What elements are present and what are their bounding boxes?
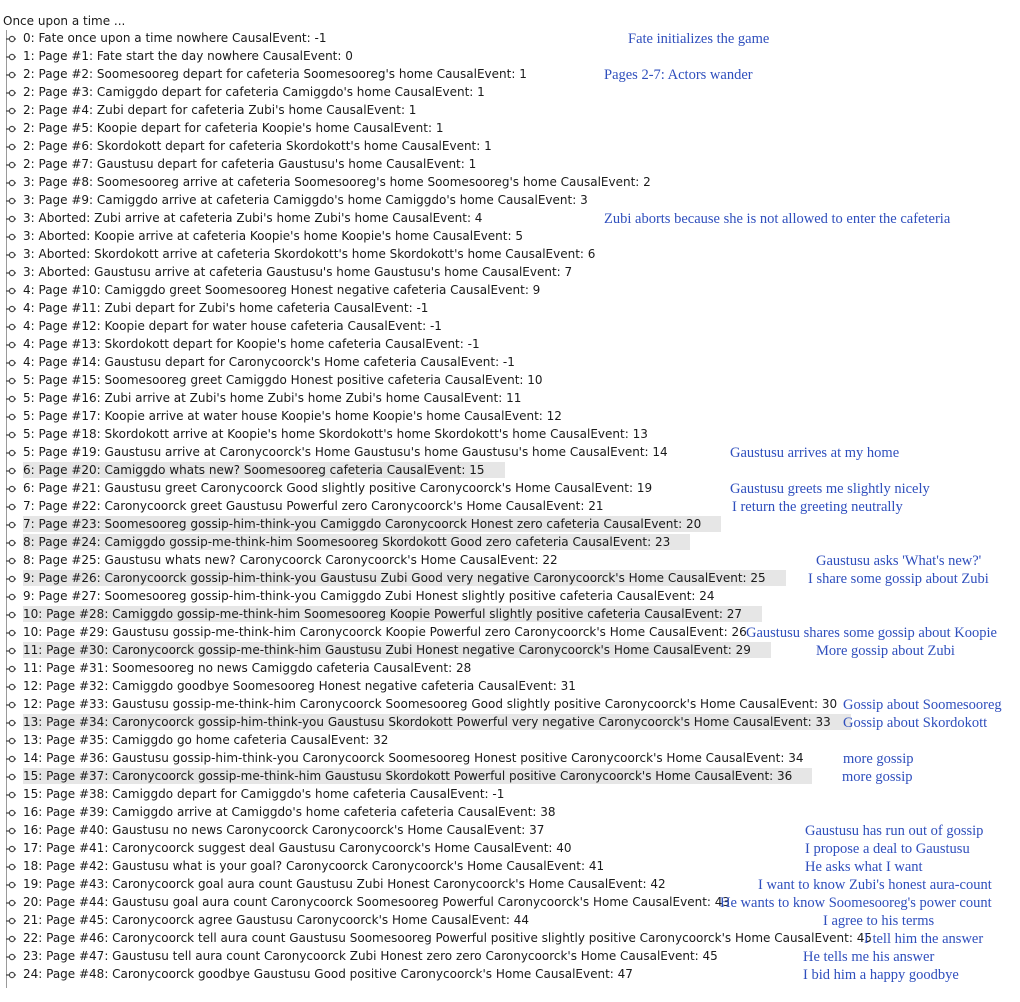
tree-row-label: 19: Page #43: Caronycoorck goal aura count Gaustusu Zubi Honest Caronycoorck's Home CausalEvent: 42 [23,877,666,891]
tree-node-handle-icon[interactable] [6,411,22,423]
tree-node-handle-icon[interactable] [6,843,22,855]
annotation-note: I bid him a happy goodbye [803,967,959,983]
tree-node-handle-icon[interactable] [6,87,22,99]
tree-row[interactable] [0,372,1020,390]
tree-row-label: 10: Page #29: Gaustusu gossip-me-think-him Caronycoorck Koopie Powerful zero Caronycoorck's Home CausalEvent: 26 [23,625,747,639]
tree-node-handle-icon[interactable] [6,159,22,171]
tree-row[interactable] [0,606,1020,624]
tree-row-label: 5: Page #15: Soomesooreg greet Camiggdo Honest positive cafeteria CausalEvent: 10 [23,373,543,387]
tree-row-label: 16: Page #39: Camiggdo arrive at Camiggdo's home cafeteria cafeteria CausalEvent: 38 [23,805,556,819]
tree-row-label: 4: Page #10: Camiggdo greet Soomesooreg Honest negative cafeteria CausalEvent: 9 [23,283,541,297]
tree-row-label: 9: Page #27: Soomesooreg gossip-him-think-you Camiggdo Zubi Honest slightly positive cafeteria CausalEvent: 24 [23,589,715,603]
tree-row-label: 6: Page #20: Camiggdo whats new? Soomesooreg cafeteria CausalEvent: 15 [23,462,505,478]
tree-row-label: 15: Page #37: Caronycoorck gossip-me-think-him Gaustusu Skordokott Powerful positive Caronycoorck's Home CausalEvent: 36 [23,768,812,784]
tree-node-handle-icon[interactable] [6,915,22,927]
tree-row-label: 2: Page #5: Koopie depart for cafeteria Koopie's home CausalEvent: 1 [23,121,444,135]
annotation-note: Gaustusu greets me slightly nicely [730,481,930,497]
tree-row-label: 13: Page #35: Camiggdo go home cafeteria CausalEvent: 32 [23,733,389,747]
tree-row[interactable] [0,786,1020,804]
tree-node-handle-icon[interactable] [6,591,22,603]
tree-node-handle-icon[interactable] [6,501,22,513]
annotation-note: Gossip about Soomesooreg [843,697,1002,713]
tree-row-label: 22: Page #46: Caronycoorck tell aura count Gaustusu Soomesooreg Powerful positive slightly positive Caronycoorck's Home CausalEvent: 45 [23,931,872,945]
tree-row-label: 3: Aborted: Gaustusu arrive at cafeteria Gaustusu's home Gaustusu's home CausalEvent: 7 [23,265,573,279]
tree-row[interactable] [0,228,1020,246]
tree-row-label: 4: Page #11: Zubi depart for Zubi's home cafeteria CausalEvent: -1 [23,301,429,315]
annotation-note: He tells me his answer [803,949,935,965]
tree-row-label: 5: Page #17: Koopie arrive at water house Koopie's home Koopie's home CausalEvent: 12 [23,409,562,423]
tree-node-handle-icon[interactable] [6,123,22,135]
tree-node-handle-icon[interactable] [6,555,22,567]
tree-node-handle-icon[interactable] [6,285,22,297]
tree-node-handle-icon[interactable] [6,663,22,675]
tree-row[interactable] [0,318,1020,336]
tree-row-label: 9: Page #26: Caronycoorck gossip-him-think-you Gaustusu Zubi Good very negative Caronycoorck's Home CausalEvent: 25 [23,570,786,586]
tree-node-handle-icon[interactable] [6,609,22,621]
tree-row[interactable] [0,282,1020,300]
tree-row[interactable] [0,660,1020,678]
tree-row[interactable] [0,102,1020,120]
tree-node-handle-icon[interactable] [6,105,22,117]
tree-row-label: 11: Page #30: Caronycoorck gossip-me-think-him Gaustusu Zubi Honest negative Caronycoorck's Home CausalEvent: 29 [23,642,771,658]
tree-node-handle-icon[interactable] [6,357,22,369]
tree-node-handle-icon[interactable] [6,699,22,711]
tree-node-handle-icon[interactable] [6,861,22,873]
tree-row-label: 21: Page #45: Caronycoorck agree Gaustusu Caronycoorck's Home CausalEvent: 44 [23,913,529,927]
tree-node-handle-icon[interactable] [6,447,22,459]
annotation-note: I share some gossip about Zubi [808,571,989,587]
tree-node-handle-icon[interactable] [6,897,22,909]
tree-row[interactable] [0,354,1020,372]
tree-row-label: 3: Aborted: Koopie arrive at cafeteria Koopie's home Koopie's home CausalEvent: 5 [23,229,523,243]
tree-node-handle-icon[interactable] [6,681,22,693]
annotation-note: He asks what I want [805,859,923,875]
annotation-note: Gaustusu arrives at my home [730,445,900,461]
tree-row-label: 8: Page #24: Camiggdo gossip-me-think-him Soomesooreg Skordokott Good zero cafeteria CausalEvent: 23 [23,534,690,550]
tree-row-label: 14: Page #36: Gaustusu gossip-him-think-you Caronycoorck Soomesooreg Honest positive Caronycoorck's Home CausalEvent: 34 [23,751,804,765]
tree-row[interactable] [0,66,1020,84]
annotation-note: Fate initializes the game [628,31,770,47]
tree-node-handle-icon[interactable] [6,231,22,243]
tree-node-handle-icon[interactable] [6,519,22,531]
tree-row-label: 12: Page #32: Camiggdo goodbye Soomesooreg Honest negative cafeteria CausalEvent: 31 [23,679,576,693]
tree-row-label: 7: Page #22: Caronycoorck greet Gaustusu Powerful zero Caronycoorck's Home CausalEvent: 21 [23,499,604,513]
tree-node-handle-icon[interactable] [6,537,22,549]
tree-row[interactable] [0,534,1020,552]
tree-node-handle-icon[interactable] [6,249,22,261]
tree-node-handle-icon[interactable] [6,753,22,765]
annotation-note: I want to know Zubi's honest aura-count [758,877,992,893]
tree-row-label: 3: Page #9: Camiggdo arrive at cafeteria Camiggdo's home Camiggdo's home CausalEvent: 3 [23,193,588,207]
tree-row[interactable] [0,138,1020,156]
annotation-note: He wants to know Soomesooreg's power count [720,895,992,911]
tree-row-label: 13: Page #34: Caronycoorck gossip-him-think-you Gaustusu Skordokott Powerful very negative Caronycoorck's Home CausalEvent: 33 [23,714,851,730]
tree-row[interactable] [0,426,1020,444]
tree-row-label: 0: Fate once upon a time nowhere CausalEvent: -1 [23,31,327,45]
tree-row-label: 15: Page #38: Camiggdo depart for Camiggdo's home cafeteria CausalEvent: -1 [23,787,505,801]
tree-row-label: 6: Page #21: Gaustusu greet Caronycoorck Good slightly positive Caronycoorck's Home CausalEvent: 19 [23,481,653,495]
annotation-note: Gaustusu has run out of gossip [805,823,984,839]
tree-row-label: 8: Page #25: Gaustusu whats new? Caronycoorck Caronycoorck's Home CausalEvent: 22 [23,553,558,567]
annotation-note: More gossip about Zubi [816,643,955,659]
annotation-note: I propose a deal to Gaustusu [805,841,970,857]
annotation-note: I tell him the answer [864,931,984,947]
tree-row-label: 7: Page #23: Soomesooreg gossip-him-think-you Camiggdo Caronycoorck Honest zero cafeteria CausalEvent: 20 [23,516,721,532]
tree-row[interactable] [0,48,1020,66]
tree-row-label: 2: Page #7: Gaustusu depart for cafeteria Gaustusu's home CausalEvent: 1 [23,157,477,171]
tree-node-handle-icon[interactable] [6,267,22,279]
tree-row[interactable] [0,462,1020,480]
tree-row[interactable] [0,156,1020,174]
tree-root-label[interactable]: Once upon a time ... [3,14,126,28]
tree-node-handle-icon[interactable] [6,339,22,351]
tree-row[interactable] [0,408,1020,426]
tree-node-handle-icon[interactable] [6,375,22,387]
tree-row-label: 5: Page #19: Gaustusu arrive at Caronycoorck's Home Gaustusu's home Gaustusu's home CausalEvent: 14 [23,445,668,459]
tree-row[interactable] [0,84,1020,102]
annotation-note: Gossip about Skordokott [843,715,988,731]
tree-row-label: 17: Page #41: Caronycoorck suggest deal Gaustusu Caronycoorck's Home CausalEvent: 40 [23,841,572,855]
tree-row[interactable] [0,516,1020,534]
tree-row-label: 2: Page #2: Soomesooreg depart for cafeteria Soomesooreg's home CausalEvent: 1 [23,67,527,81]
tree-row-label: 4: Page #14: Gaustusu depart for Caronycoorck's Home cafeteria CausalEvent: -1 [23,355,515,369]
tree-node-handle-icon[interactable] [6,627,22,639]
annotation-note: Gaustusu asks 'What's new?' [816,553,982,569]
tree-row-label: 18: Page #42: Gaustusu what is your goal? Caronycoorck Caronycoorck's Home CausalEvent: 41 [23,859,605,873]
tree-node-handle-icon[interactable] [6,33,22,45]
tree-row-label: 20: Page #44: Gaustusu goal aura count Caronycoorck Soomesooreg Powerful Caronycoorck's Home CausalEvent: 43 [23,895,731,909]
tree-node-handle-icon[interactable] [6,933,22,945]
tree-node-handle-icon[interactable] [6,321,22,333]
tree-row[interactable] [0,174,1020,192]
tree-row[interactable] [0,390,1020,408]
annotation-note: more gossip [842,769,913,785]
tree-row[interactable] [0,336,1020,354]
tree-row-label: 11: Page #31: Soomesooreg no news Camiggdo cafeteria CausalEvent: 28 [23,661,472,675]
tree-node-handle-icon[interactable] [6,429,22,441]
annotation-note: Zubi aborts because she is not allowed to enter the cafeteria [604,211,951,227]
tree-node-handle-icon[interactable] [6,51,22,63]
tree-node-handle-icon[interactable] [6,465,22,477]
tree-row[interactable] [0,678,1020,696]
annotation-note: Gaustusu shares some gossip about Koopie [746,625,997,641]
tree-node-handle-icon[interactable] [6,825,22,837]
annotation-note: more gossip [843,751,914,767]
tree-row[interactable] [0,120,1020,138]
tree-row[interactable] [0,300,1020,318]
tree-row-label: 3: Page #8: Soomesooreg arrive at cafeteria Soomesooreg's home Soomesooreg's home CausalEvent: 2 [23,175,651,189]
tree-row[interactable] [0,804,1020,822]
tree-node-handle-icon[interactable] [6,645,22,657]
tree-row-label: 3: Aborted: Zubi arrive at cafeteria Zubi's home Zubi's home CausalEvent: 4 [23,211,483,225]
tree-row-label: 10: Page #28: Camiggdo gossip-me-think-him Soomesooreg Koopie Powerful slightly positive cafeteria CausalEvent: 27 [23,606,762,622]
tree-node-handle-icon[interactable] [6,807,22,819]
tree-node-handle-icon[interactable] [6,213,22,225]
annotation-note: I agree to his terms [823,913,935,929]
tree-row-label: 4: Page #12: Koopie depart for water house cafeteria CausalEvent: -1 [23,319,442,333]
tree-row-label: 2: Page #6: Skordokott depart for cafeteria Skordokott's home CausalEvent: 1 [23,139,492,153]
tree-row-label: 23: Page #47: Gaustusu tell aura count Caronycoorck Zubi Honest zero zero Caronycoorck's Home CausalEvent: 45 [23,949,718,963]
tree-row-label: 2: Page #3: Camiggdo depart for cafeteria Camiggdo's home CausalEvent: 1 [23,85,485,99]
tree-node-handle-icon[interactable] [6,141,22,153]
tree-node-handle-icon[interactable] [6,177,22,189]
tree-node-handle-icon[interactable] [6,573,22,585]
tree-node-handle-icon[interactable] [6,69,22,81]
tree-node-handle-icon[interactable] [6,195,22,207]
tree-row-label: 16: Page #40: Gaustusu no news Caronycoorck Caronycoorck's Home CausalEvent: 37 [23,823,545,837]
annotation-note: I return the greeting neutrally [732,499,903,515]
tree-row[interactable] [0,732,1020,750]
tree-node-handle-icon[interactable] [6,303,22,315]
tree-row[interactable] [0,588,1020,606]
tree-row-label: 5: Page #16: Zubi arrive at Zubi's home Zubi's home Zubi's home CausalEvent: 11 [23,391,522,405]
tree-row-label: 2: Page #4: Zubi depart for cafeteria Zubi's home CausalEvent: 1 [23,103,417,117]
tree-node-handle-icon[interactable] [6,969,22,981]
tree-row[interactable] [0,192,1020,210]
tree-row-label: 24: Page #48: Caronycoorck goodbye Gaustusu Good positive Caronycoorck's Home CausalEvent: 47 [23,967,633,981]
tree-node-handle-icon[interactable] [6,735,22,747]
tree-row[interactable] [0,246,1020,264]
tree-node-handle-icon[interactable] [6,879,22,891]
tree-row-label: 5: Page #18: Skordokott arrive at Koopie's home Skordokott's home Skordokott's home CausalEvent: 13 [23,427,648,441]
tree-node-handle-icon[interactable] [6,717,22,729]
tree-node-handle-icon[interactable] [6,393,22,405]
tree-row-label: 4: Page #13: Skordokott depart for Koopie's home cafeteria CausalEvent: -1 [23,337,480,351]
tree-row-label: 3: Aborted: Skordokott arrive at cafeteria Skordokott's home Skordokott's home CausalEvent: 6 [23,247,596,261]
tree-node-handle-icon[interactable] [6,789,22,801]
tree-node-handle-icon[interactable] [6,483,22,495]
tree-node-handle-icon[interactable] [6,951,22,963]
tree-node-handle-icon[interactable] [6,771,22,783]
tree-row-label: 1: Page #1: Fate start the day nowhere CausalEvent: 0 [23,49,353,63]
annotation-note: Pages 2-7: Actors wander [604,67,753,83]
tree-row-label: 12: Page #33: Gaustusu gossip-me-think-him Caronycoorck Soomesooreg Good slightly positive Caronycoorck's Home CausalEvent: 30 [23,697,838,711]
tree-row[interactable] [0,264,1020,282]
tree-row[interactable] [0,30,1020,48]
